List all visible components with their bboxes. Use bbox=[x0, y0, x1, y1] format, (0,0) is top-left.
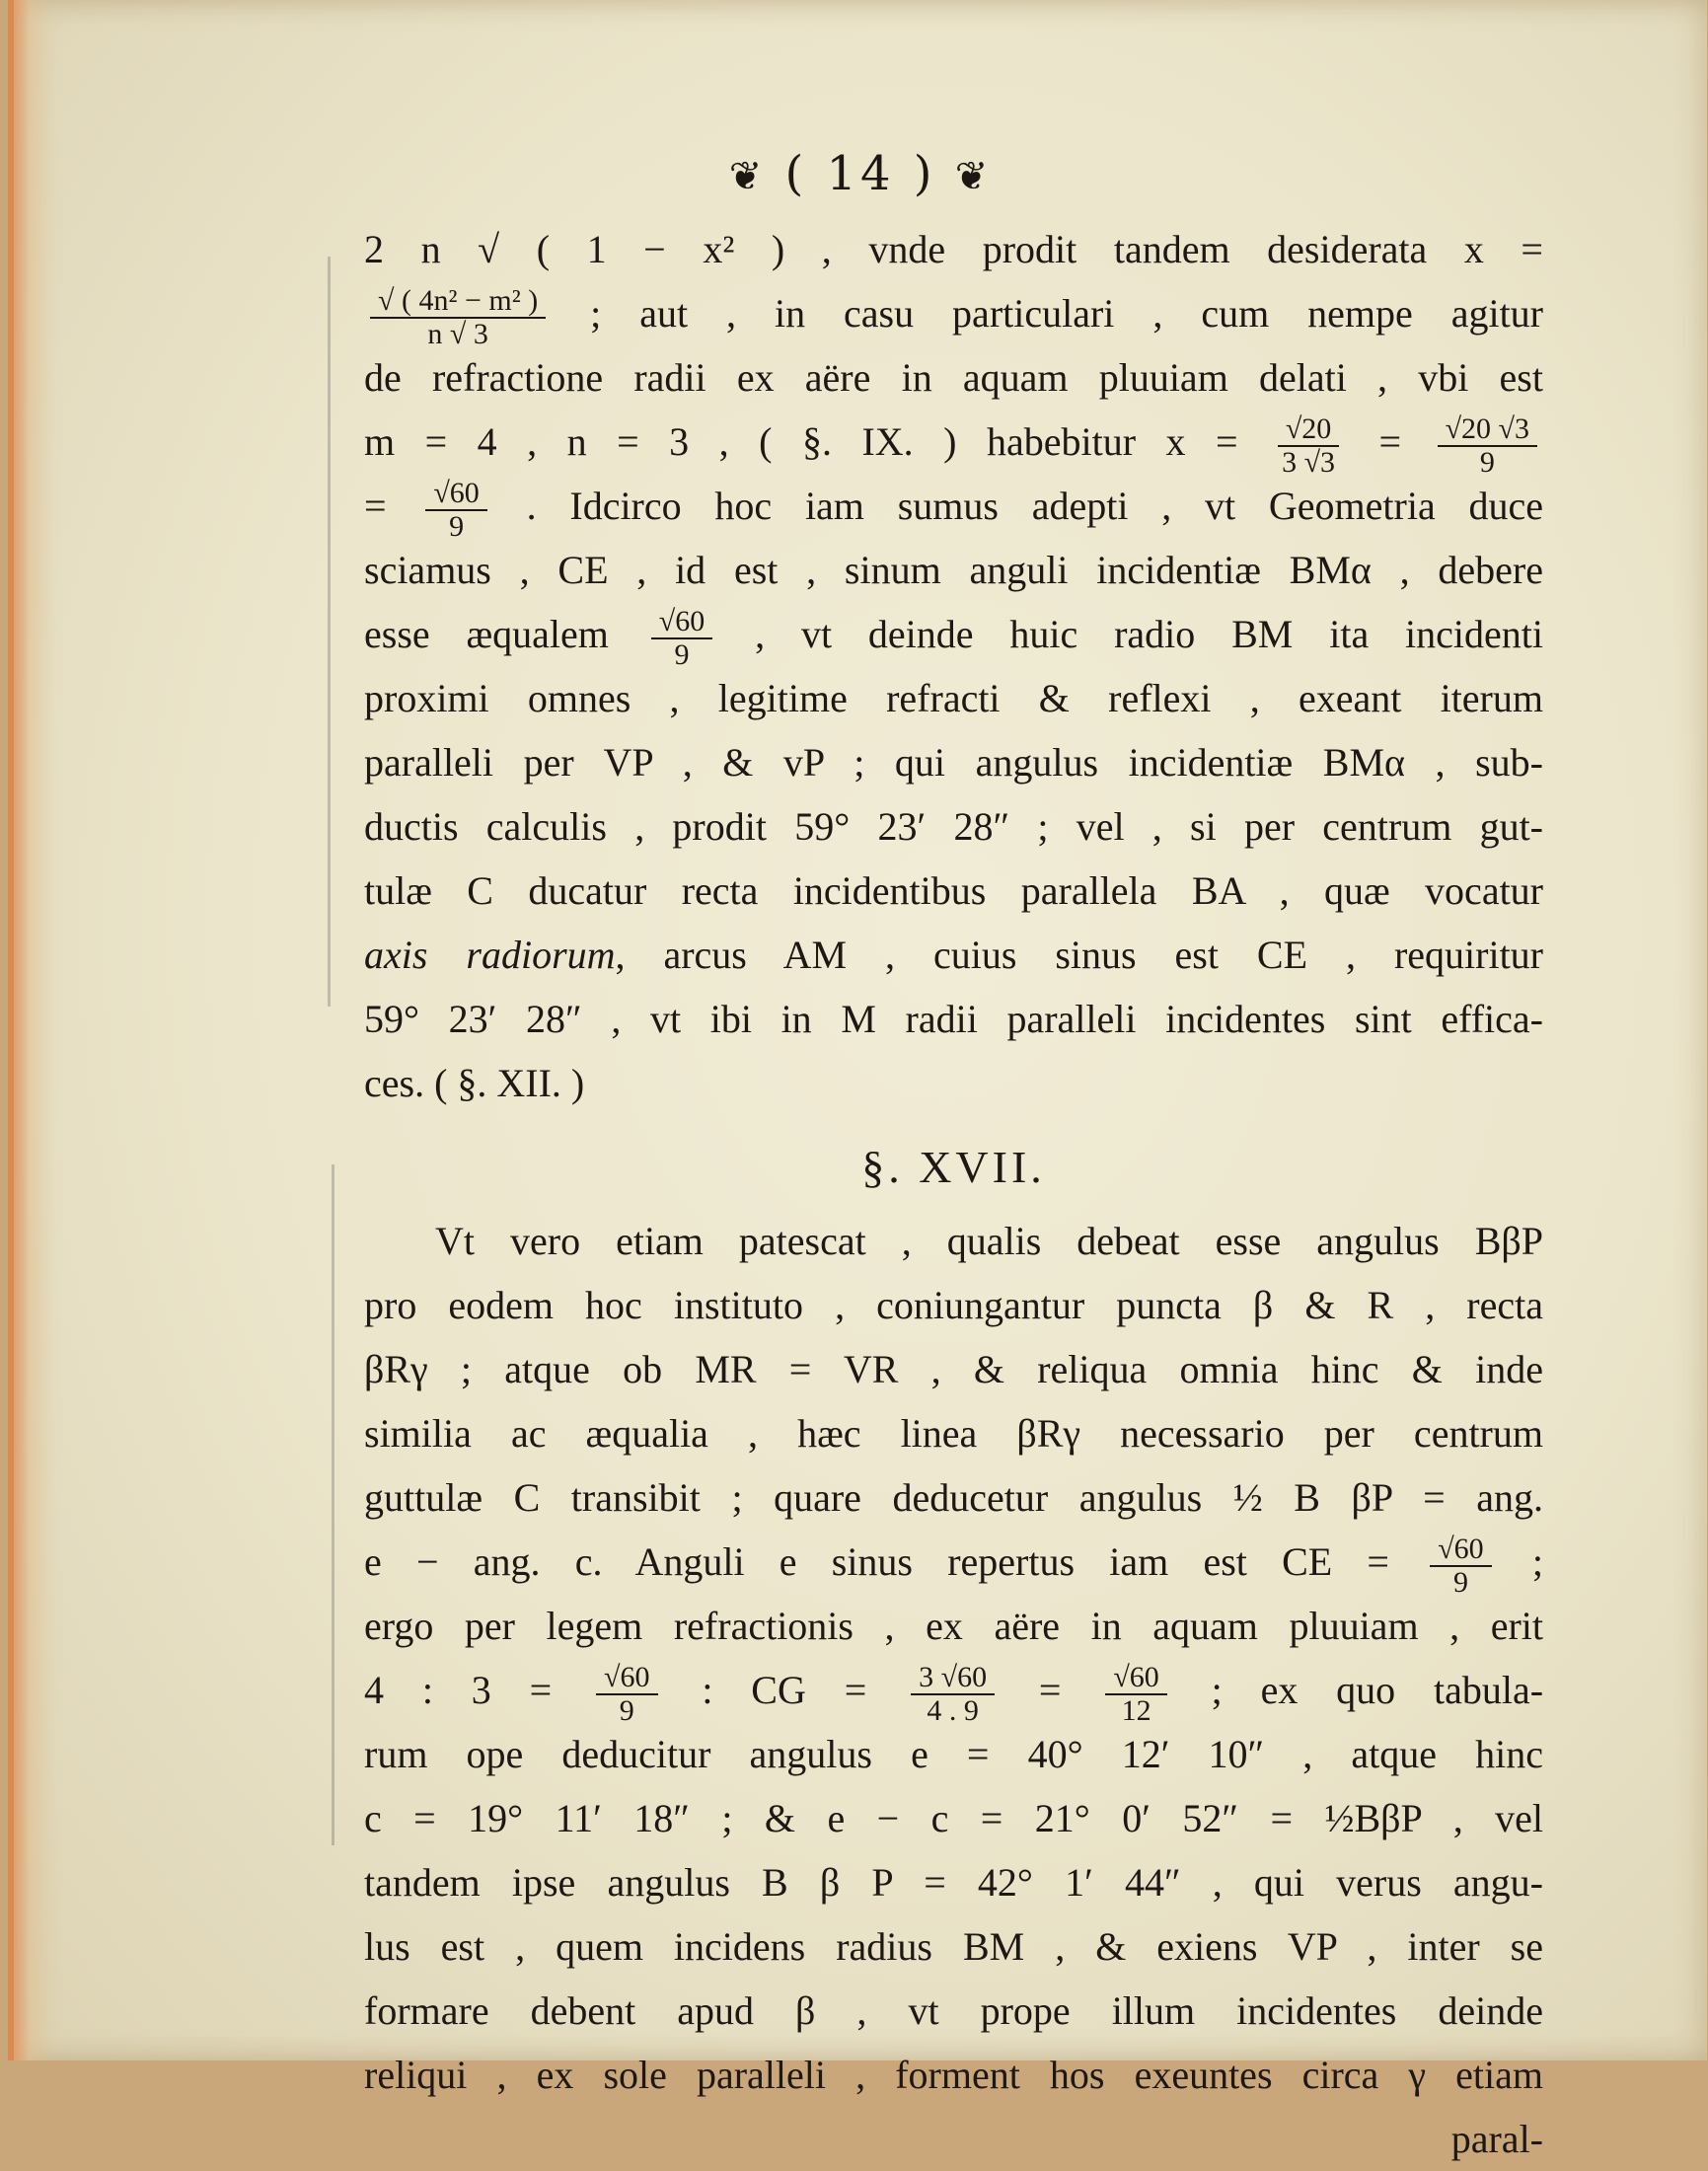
text-line: ces. ( §. XII. ) bbox=[364, 1061, 585, 1105]
text-line: tulæ C ducatur recta incidentibus parallela BA , quæ vocatur bbox=[364, 868, 1543, 913]
book-page bbox=[8, 0, 1707, 2161]
fraction: $\frac{√60}{9}$ bbox=[1430, 1534, 1491, 1599]
text-line: 2 n √ ( 1 − x² ) , vnde prodit tandem desiderata x = bbox=[364, 227, 1543, 271]
text-line: paralleli per VP , & vP ; qui angulus incidentiæ BMα , sub- bbox=[364, 740, 1543, 785]
pencil-margin-mark-2 bbox=[332, 1164, 334, 1845]
text-line: βRγ ; atque ob MR = VR , & reliqua omnia hinc & inde bbox=[364, 1347, 1543, 1391]
text-line: reliqui , ex sole paralleli , forment hos exeuntes circa γ etiam bbox=[364, 2053, 1543, 2097]
fraction: $\frac{\text{√ ( 4n² − m² )}}{n √ 3}$ bbox=[370, 285, 546, 350]
text-line: lus est , quem incidens radius BM , & exiens VP , inter se bbox=[364, 1924, 1543, 1969]
text-line: e − ang. c. Anguli e sinus repertus iam est CE = $\frac{√60}{9}$ ; bbox=[364, 1532, 1544, 1599]
fraction: $\frac{3 √60}{4 . 9}$ bbox=[911, 1662, 995, 1727]
text-line: c = 19° 11′ 18″ ; & e − c = 21° 0′ 52″ = ½BβP , vel bbox=[364, 1796, 1543, 1840]
text-line: m = 4 , n = 3 , ( §. IX. ) habebitur x = $\frac{√20}{3 √3}$ = $\frac{√20 √3}{9}$ bbox=[364, 410, 1543, 474]
catchword: paral- bbox=[1450, 2117, 1543, 2161]
text-line: 4 : 3 = $\frac{√60}{9}$ : CG = $\frac{3 √60}{4 . 9}$ = $\frac{√60}{12}$ ; ex quo tabula- bbox=[364, 1660, 1544, 1727]
text-line: sciamus , CE , id est , sinum anguli incidentiæ BMα , debere bbox=[364, 548, 1543, 592]
page-header bbox=[14, 146, 1707, 201]
section-title: §. XVII. bbox=[861, 1142, 1046, 1192]
fraction: $\frac{√60}{12}$ bbox=[1105, 1662, 1166, 1727]
text-line: guttulæ C transibit ; quare deducetur angulus ½ B βP = ang. bbox=[364, 1475, 1543, 1520]
text-line: esse æqualem $\frac{√60}{9}$ , vt deinde huic radio BM ita incidenti bbox=[364, 604, 1544, 671]
pencil-margin-mark-1 bbox=[328, 257, 331, 1007]
text-line: 59° 23′ 28″ , vt ibi in M radii paralleli incidentes sint effica- bbox=[364, 997, 1543, 1041]
text-line: de refractione radii ex aëre in aquam pluuiam delati , vbi est bbox=[364, 355, 1543, 400]
text-line: rum ope deducitur angulus e = 40° 12′ 10″ , atque hinc bbox=[364, 1732, 1543, 1776]
text-line: proximi omnes , legitime refracti & reflexi , exeant iterum bbox=[364, 676, 1543, 720]
fraction: $\frac{√60}{9}$ bbox=[651, 606, 712, 671]
left-ornament-icon: ❦ bbox=[728, 154, 767, 199]
fraction: $\frac{√60}{9}$ bbox=[425, 478, 486, 543]
text-line: $\frac{\text{√ ( 4n² − m² )}}{n √ 3}$ ; aut , in casu particulari , cum nempe agitur bbox=[364, 281, 1543, 345]
text-line: axis radiorum, arcus AM , cuius sinus est CE , requiritur bbox=[364, 933, 1544, 977]
text-line: similia ac æqualia , hæc linea βRγ necessario per centrum bbox=[364, 1411, 1543, 1456]
right-ornament-icon: ❦ bbox=[954, 154, 993, 199]
text-line: formare debent apud β , vt prope illum incidentes deinde bbox=[364, 1988, 1543, 2033]
fraction: $\frac{√20 √3}{9}$ bbox=[1438, 413, 1537, 479]
text-line: ergo per legem refractionis , ex aëre in aquam pluuiam , erit bbox=[364, 1604, 1543, 1648]
text-line: Vt vero etiam patescat , qualis debeat esse angulus BβP bbox=[435, 1219, 1543, 1263]
page-number: ( 14 ) bbox=[784, 146, 936, 201]
text-line: ductis calculis , prodit 59° 23′ 28″ ; vel , si per centrum gut- bbox=[364, 804, 1543, 849]
fraction: $\frac{√20}{3 √3}$ bbox=[1274, 413, 1343, 479]
fraction: $\frac{√60}{9}$ bbox=[596, 1662, 657, 1727]
text-line: tandem ipse angulus B β P = 42° 1′ 44″ , qui verus angu- bbox=[364, 1860, 1543, 1905]
text-line: pro eodem hoc instituto , coniungantur puncta β & R , recta bbox=[364, 1283, 1543, 1327]
page-edge bbox=[14, 0, 53, 2060]
text-line: = $\frac{√60}{9}$ . Idcirco hoc iam sumus adepti , vt Geometria duce bbox=[364, 476, 1544, 543]
body-text bbox=[364, 217, 1543, 2171]
